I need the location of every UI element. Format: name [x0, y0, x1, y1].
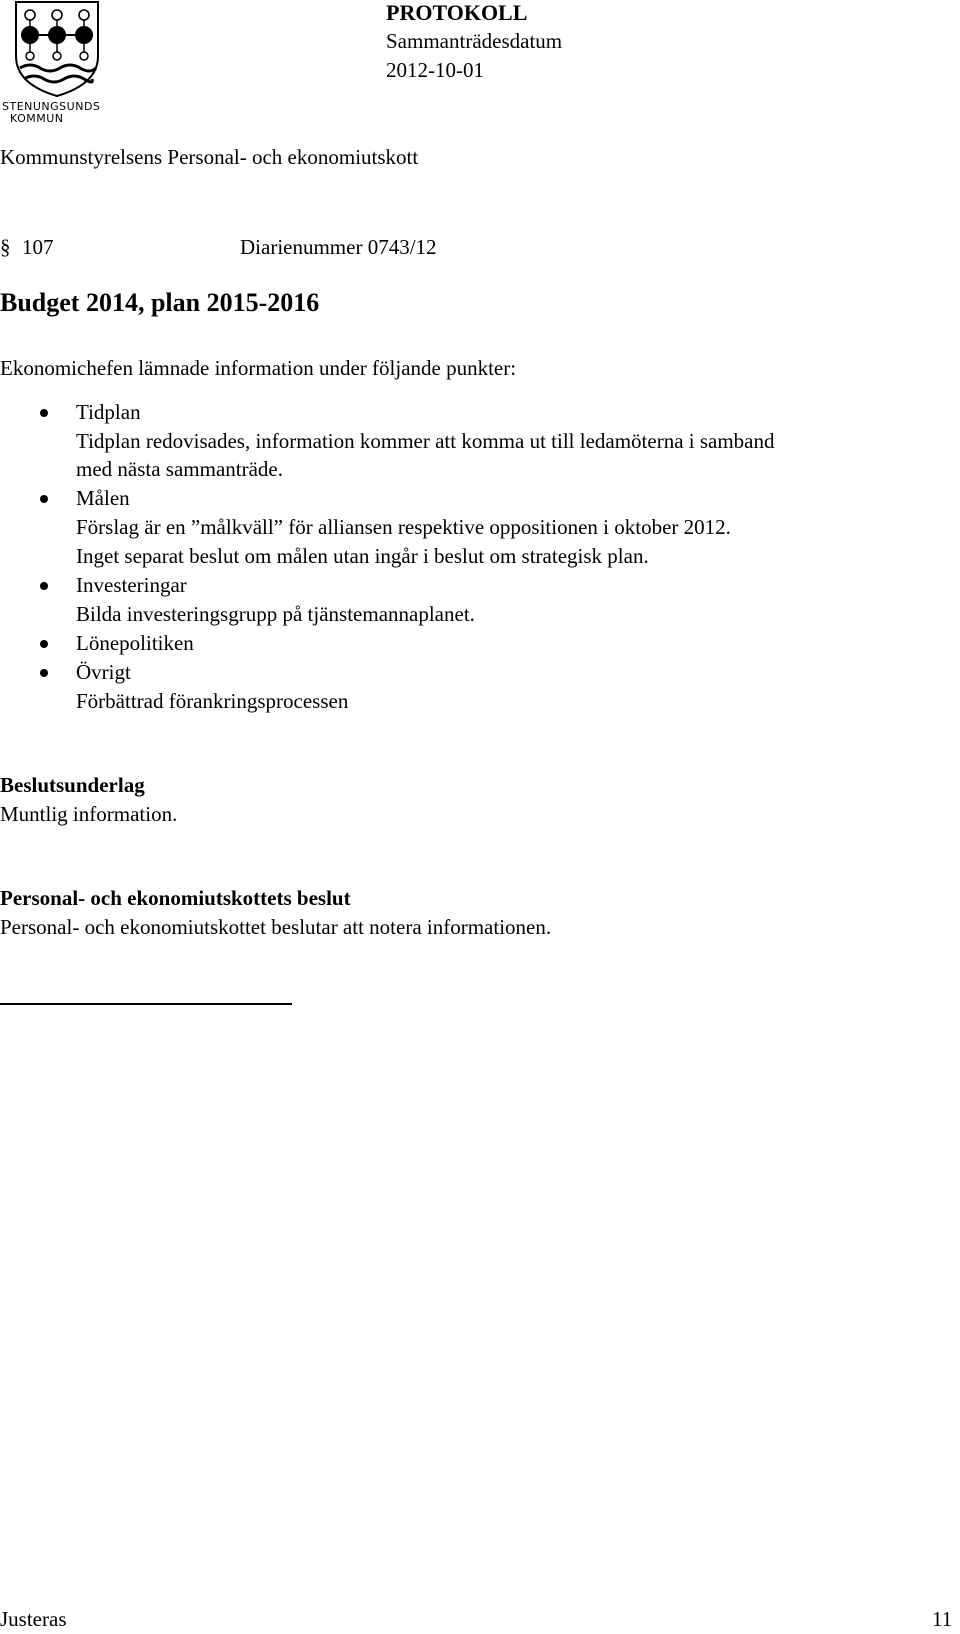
bullet-icon [40, 582, 48, 590]
bullet-heading: Övrigt [76, 660, 131, 684]
decision-heading: Personal- och ekonomiutskottets beslut [0, 886, 351, 910]
coat-of-arms-icon [0, 0, 118, 100]
bullet-text: Förbättrad förankringsprocessen [76, 689, 349, 713]
bullet-icon [40, 640, 48, 648]
meeting-date: 2012-10-01 [386, 58, 484, 82]
underlag-heading: Beslutsunderlag [0, 773, 145, 797]
bullet-heading: Investeringar [76, 573, 187, 597]
underlag-text: Muntlig information. [0, 802, 178, 826]
protocol-title: PROTOKOLL [386, 0, 528, 25]
divider [0, 1003, 292, 1005]
municipality-logo [0, 0, 118, 132]
bullet-heading: Tidplan [76, 400, 141, 424]
bullet-text: Tidplan redovisades, information kommer att komma ut till ledamöterna i samband [76, 429, 775, 453]
bullet-text: Förslag är en ”målkväll” för alliansen respektive oppositionen i oktober 2012. [76, 515, 731, 539]
committee-name: Kommunstyrelsens Personal- och ekonomiutskott [0, 145, 419, 169]
logo-line-1: STENUNGSUNDS [2, 100, 101, 113]
bullet-heading: Målen [76, 486, 130, 510]
section-sign: § [0, 235, 11, 259]
bullet-text: Inget separat beslut om målen utan ingår i beslut om strategisk plan. [76, 544, 649, 568]
logo-line-2: KOMMUN [10, 112, 64, 125]
bullet-text: Bilda investeringsgrupp på tjänstemannaplanet. [76, 602, 475, 626]
bullet-text: med nästa sammanträde. [76, 457, 284, 481]
intro-text: Ekonomichefen lämnade information under följande punkter: [0, 356, 517, 380]
bullet-heading: Lönepolitiken [76, 631, 194, 655]
diary-number: Diarienummer 0743/12 [240, 235, 437, 259]
page-number: 11 [932, 1607, 953, 1631]
item-title: Budget 2014, plan 2015-2016 [0, 288, 320, 317]
footer-justeras: Justeras [0, 1607, 67, 1631]
paragraph-number: 107 [22, 235, 54, 259]
bullet-icon [40, 669, 48, 677]
bullet-icon [40, 409, 48, 417]
meeting-date-label: Sammanträdesdatum [386, 29, 563, 53]
decision-text: Personal- och ekonomiutskottet beslutar att notera informationen. [0, 915, 552, 939]
bullet-icon [40, 495, 48, 503]
